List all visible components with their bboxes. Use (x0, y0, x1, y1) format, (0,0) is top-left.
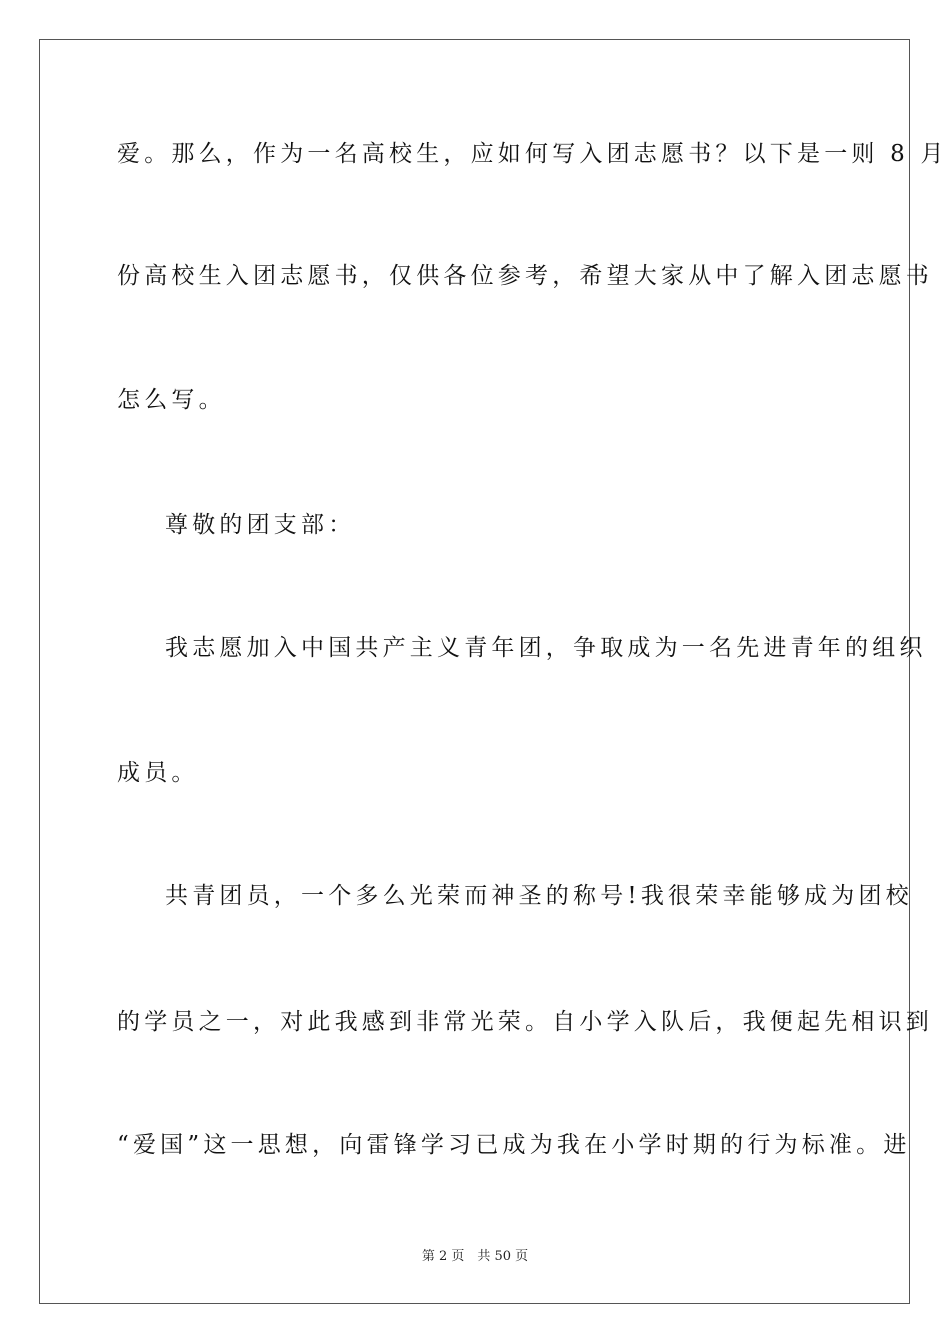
body-line-3: 怎么写。 (117, 387, 226, 413)
salutation: 尊敬的团支部： (165, 512, 356, 538)
page-border (39, 39, 948, 1304)
body-line-7: 共青团员，一个多么光荣而神圣的称号!我很荣幸能够成为团校 (165, 883, 913, 909)
body-line-9: “爱国”这一思想，向雷锋学习已成为我在小学时期的行为标准。进 (117, 1132, 911, 1158)
body-line-5: 我志愿加入中国共产主义青年团，争取成为一名先进青年的组织 (165, 635, 927, 661)
body-line-6: 成员。 (117, 760, 199, 786)
body-line-1: 爱。那么，作为一名高校生，应如何写入团志愿书？以下是一则 8 月 (117, 141, 948, 167)
body-line-8: 的学员之一，对此我感到非常光荣。自小学入队后，我便起先相识到 (117, 1009, 933, 1035)
body-line-2: 份高校生入团志愿书，仅供各位参考，希望大家从中了解入团志愿书 (117, 263, 933, 289)
page-number-footer: 第 2 页 共 50 页 (421, 1249, 529, 1264)
